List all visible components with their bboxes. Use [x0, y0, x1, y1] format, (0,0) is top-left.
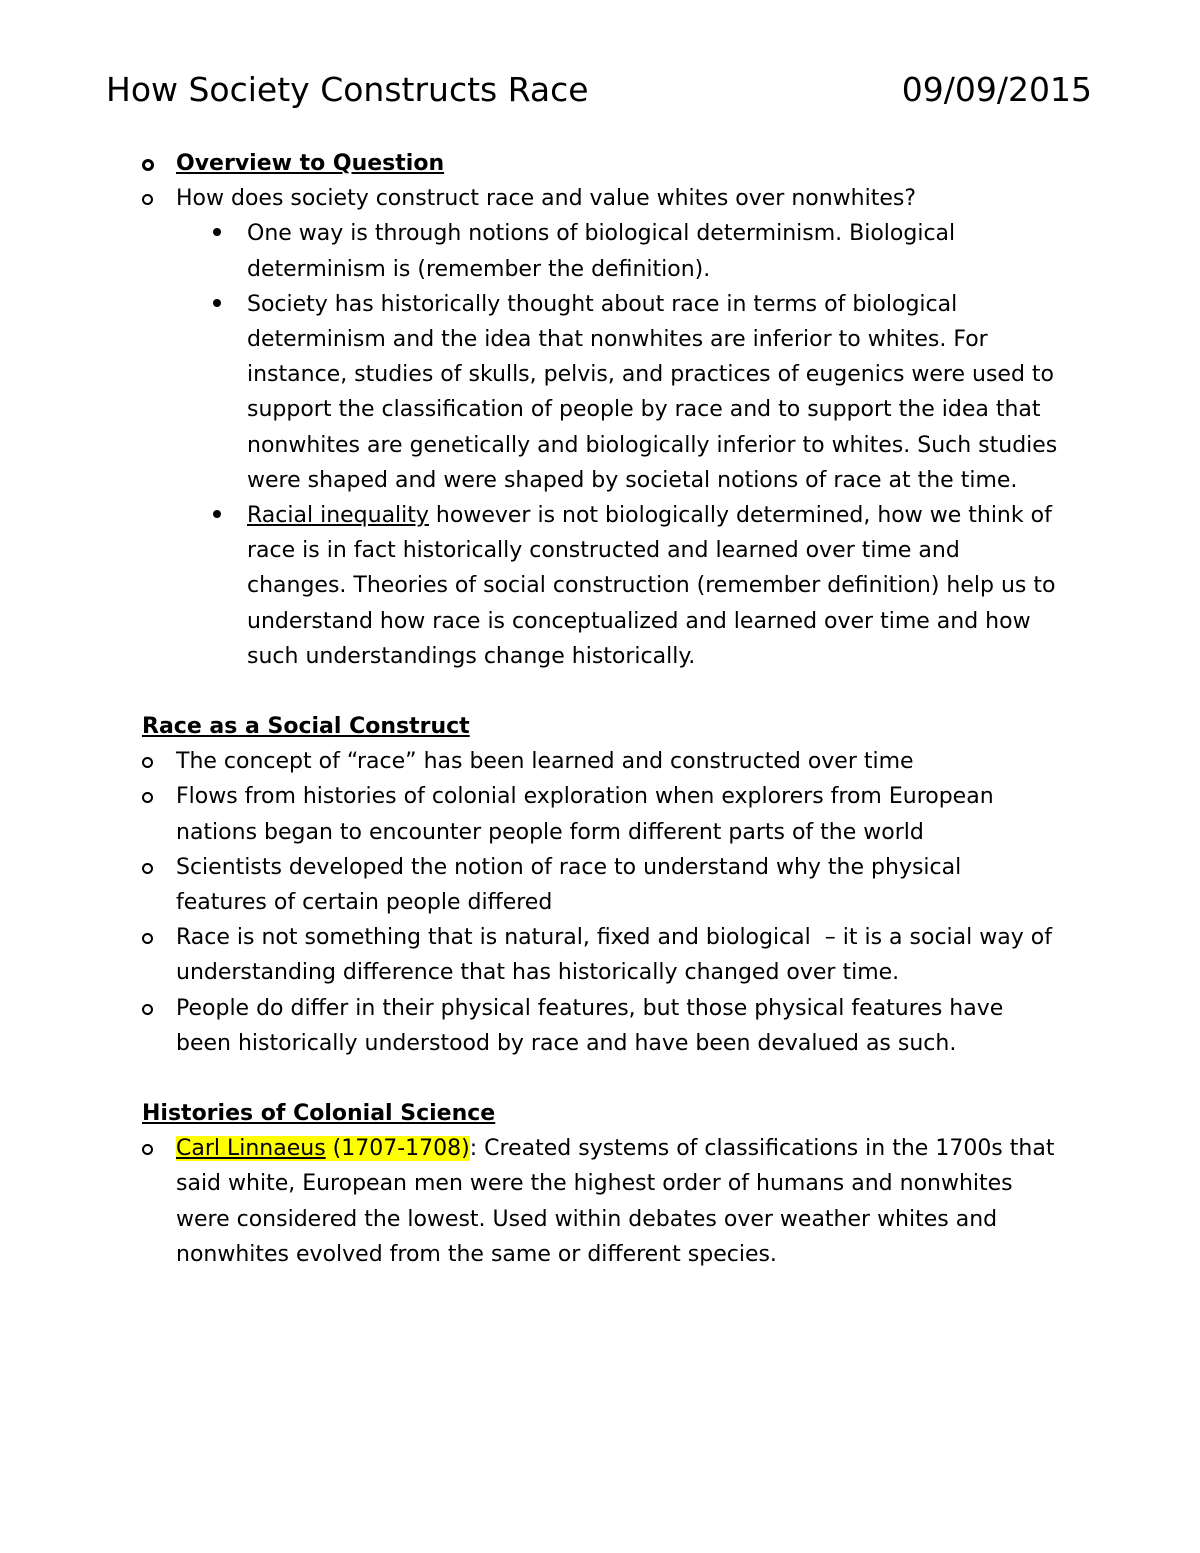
- hollow-bullet-icon: [142, 792, 153, 803]
- racial-inequality-term: Racial inequality: [247, 503, 429, 529]
- social-construct-item-1: [0, 744, 1056, 779]
- filled-bullet-icon: [213, 299, 221, 307]
- overview-bullet-1: [0, 216, 1062, 286]
- hollow-bullet-icon: [142, 933, 153, 944]
- social-construct-item-3: [0, 850, 1056, 920]
- hollow-bullet-icon: [142, 159, 154, 171]
- overview-bullet-text: however is not biologically determined, how we think of race is in fact historically constructed and learned over time and changes. Theories of social construction (remember definition) help us to understand how race is conceptualized and learned over time and how such understandings change historically.: [247, 503, 1056, 669]
- social-construct-item-2: [0, 779, 1056, 849]
- filled-bullet-icon: [213, 510, 221, 518]
- overview-heading: Overview to Question: [176, 151, 445, 176]
- overview-heading-item: [0, 146, 1056, 181]
- social-construct-heading: Race as a Social Construct: [142, 714, 470, 740]
- document-body: [0, 146, 1200, 1272]
- hollow-bullet-icon: [142, 757, 153, 768]
- hollow-bullet-icon: [142, 1004, 153, 1015]
- social-construct-text: Flows from histories of colonial exploration when explorers from European nations began to encounter people form different parts of the world: [176, 784, 994, 845]
- colonial-science-heading: Histories of Colonial Science: [142, 1101, 496, 1127]
- overview-question: How does society construct race and value whites over nonwhites?: [176, 186, 917, 212]
- hollow-bullet-icon: [142, 1144, 153, 1155]
- document-date: 09/09/2015: [901, 70, 1092, 109]
- linnaeus-dates: (1707-1708): [332, 1136, 470, 1162]
- overview-bullet-text: Society has historically thought about race in terms of biological determinism and the idea that nonwhites are inferior to whites. For instance, studies of skulls, pelvis, and practices of eugenics were used to support the classification of people by race and to support the idea that nonwhites are genetically and biologically inferior to whites. Such studies were shaped and were shaped by societal notions of race at the time.: [247, 291, 1058, 493]
- filled-bullet-icon: [213, 228, 221, 236]
- social-construct-text: The concept of “race” has been learned and constructed over time: [176, 749, 914, 775]
- social-construct-item-4: [0, 920, 1056, 990]
- hollow-bullet-icon: [142, 863, 153, 874]
- hollow-bullet-icon: [142, 194, 153, 205]
- overview-bullet-3: [0, 498, 1062, 674]
- social-construct-text: People do differ in their physical features, but those physical features have been historically understood by race and have been devalued as such.: [176, 995, 1004, 1056]
- linnaeus-description: : Created systems of classifications in the 1700s that said white, European men were the highest order of humans and nonwhites were considered the lowest. Used within debates over weather whites and nonwhites evolved from the same or different species.: [176, 1136, 1055, 1267]
- overview-question-item: [0, 181, 1056, 216]
- overview-bullet-2: [0, 287, 1062, 498]
- social-construct-item-5: [0, 991, 1056, 1061]
- linnaeus-item: [0, 1131, 1056, 1272]
- social-construct-text: Scientists developed the notion of race to understand why the physical features of certain people differed: [176, 854, 962, 916]
- social-construct-text: Race is not something that is natural, fixed and biological – it is a social way of understanding difference that has historically changed over time.: [176, 925, 1052, 986]
- linnaeus-name: Carl Linnaeus: [176, 1136, 326, 1162]
- document-title: How Society Constructs Race: [106, 70, 589, 109]
- overview-bullet-text: One way is through notions of biological determinism. Biological determinism is (remember the definition).: [247, 221, 956, 282]
